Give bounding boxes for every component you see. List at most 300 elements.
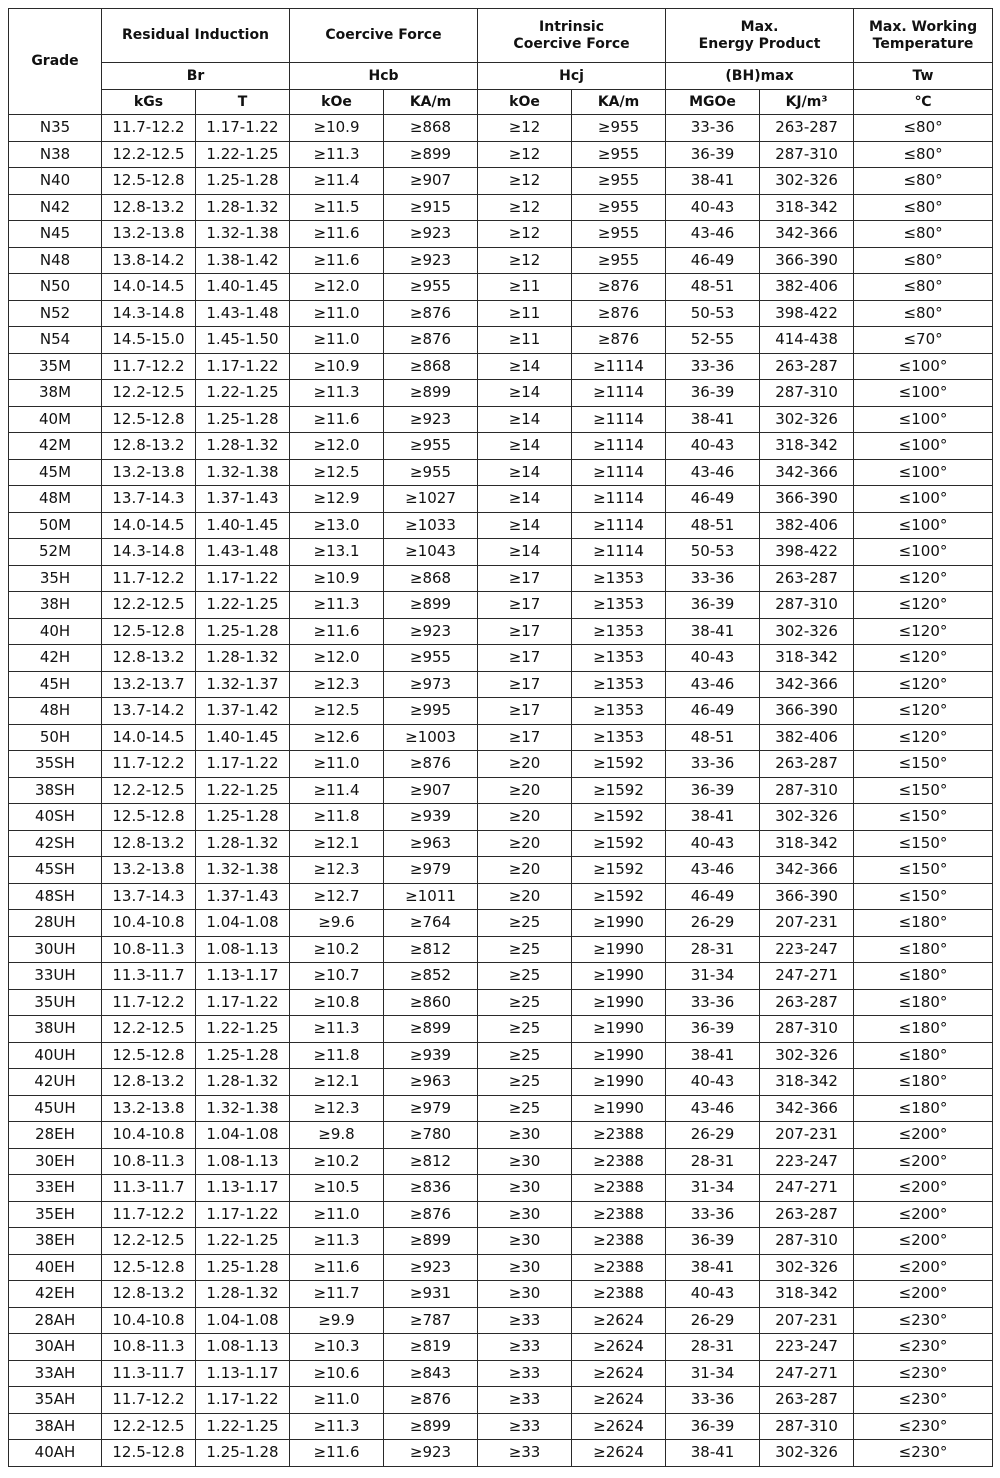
- cell-hcj-koe: ≥33: [478, 1307, 572, 1334]
- cell-grade: N35: [9, 115, 102, 142]
- cell-br-t: 1.17-1.22: [196, 565, 290, 592]
- cell-hcj-kam: ≥876: [572, 327, 666, 354]
- cell-tw: ≤180°: [854, 1095, 993, 1122]
- cell-hcb-koe: ≥12.0: [290, 433, 384, 460]
- cell-hcb-koe: ≥11.3: [290, 1228, 384, 1255]
- unit-koe: kOe: [290, 90, 384, 115]
- unit-celsius: ℃: [854, 90, 993, 115]
- cell-hcj-koe: ≥12: [478, 247, 572, 274]
- cell-hcj-kam: ≥2624: [572, 1360, 666, 1387]
- table-row: [9, 406, 993, 433]
- cell-bhmax-mgoe: 26-29: [666, 1307, 760, 1334]
- cell-bhmax-mgoe: 50-53: [666, 539, 760, 566]
- cell-hcb-koe: ≥11.3: [290, 1413, 384, 1440]
- cell-grade: 40M: [9, 406, 102, 433]
- cell-grade: 38M: [9, 380, 102, 407]
- cell-hcj-koe: ≥14: [478, 353, 572, 380]
- cell-hcb-kam: ≥1003: [384, 724, 478, 751]
- cell-grade: N50: [9, 274, 102, 301]
- cell-bhmax-kjm3: 287-310: [760, 777, 854, 804]
- table-row: [9, 512, 993, 539]
- cell-hcb-kam: ≥876: [384, 1387, 478, 1414]
- cell-grade: 48H: [9, 698, 102, 725]
- cell-hcj-koe: ≥33: [478, 1413, 572, 1440]
- cell-hcj-kam: ≥1114: [572, 353, 666, 380]
- cell-bhmax-kjm3: 398-422: [760, 539, 854, 566]
- cell-br-kgs: 12.2-12.5: [102, 380, 196, 407]
- cell-br-kgs: 12.2-12.5: [102, 1413, 196, 1440]
- cell-hcb-kam: ≥973: [384, 671, 478, 698]
- cell-hcb-koe: ≥9.6: [290, 910, 384, 937]
- table-row: [9, 433, 993, 460]
- cell-hcj-kam: ≥2388: [572, 1201, 666, 1228]
- table-row: [9, 804, 993, 831]
- table-row: [9, 698, 993, 725]
- cell-tw: ≤100°: [854, 353, 993, 380]
- cell-grade: N54: [9, 327, 102, 354]
- table-row: [9, 592, 993, 619]
- spec-table-container: [8, 8, 992, 1467]
- cell-tw: ≤120°: [854, 724, 993, 751]
- cell-tw: ≤230°: [854, 1440, 993, 1467]
- cell-hcj-koe: ≥20: [478, 830, 572, 857]
- cell-hcj-koe: ≥25: [478, 1095, 572, 1122]
- cell-hcb-koe: ≥11.3: [290, 592, 384, 619]
- cell-br-t: 1.17-1.22: [196, 1201, 290, 1228]
- cell-bhmax-mgoe: 31-34: [666, 1360, 760, 1387]
- cell-br-kgs: 13.7-14.3: [102, 883, 196, 910]
- table-row: [9, 565, 993, 592]
- cell-tw: ≤200°: [854, 1281, 993, 1308]
- cell-hcj-koe: ≥12: [478, 115, 572, 142]
- cell-hcb-kam: ≥860: [384, 989, 478, 1016]
- cell-hcb-koe: ≥11.3: [290, 141, 384, 168]
- cell-bhmax-kjm3: 287-310: [760, 141, 854, 168]
- cell-bhmax-kjm3: 318-342: [760, 194, 854, 221]
- cell-bhmax-kjm3: 382-406: [760, 274, 854, 301]
- cell-tw: ≤200°: [854, 1254, 993, 1281]
- cell-br-t: 1.13-1.17: [196, 1360, 290, 1387]
- cell-hcj-kam: ≥955: [572, 194, 666, 221]
- cell-hcj-koe: ≥14: [478, 433, 572, 460]
- cell-bhmax-kjm3: 207-231: [760, 910, 854, 937]
- residual-induction-header: Residual Induction: [102, 9, 290, 63]
- table-row: [9, 1254, 993, 1281]
- cell-hcb-kam: ≥876: [384, 300, 478, 327]
- cell-hcj-kam: ≥1592: [572, 830, 666, 857]
- cell-hcb-koe: ≥12.6: [290, 724, 384, 751]
- table-row: [9, 1360, 993, 1387]
- cell-grade: N48: [9, 247, 102, 274]
- cell-bhmax-mgoe: 38-41: [666, 406, 760, 433]
- cell-hcb-kam: ≥939: [384, 1042, 478, 1069]
- cell-bhmax-kjm3: 207-231: [760, 1307, 854, 1334]
- cell-br-kgs: 12.2-12.5: [102, 777, 196, 804]
- cell-hcj-koe: ≥17: [478, 645, 572, 672]
- cell-br-kgs: 11.3-11.7: [102, 1175, 196, 1202]
- cell-bhmax-mgoe: 33-36: [666, 115, 760, 142]
- cell-hcj-koe: ≥25: [478, 1042, 572, 1069]
- table-row: [9, 671, 993, 698]
- cell-bhmax-kjm3: 366-390: [760, 247, 854, 274]
- cell-hcb-kam: ≥899: [384, 380, 478, 407]
- cell-tw: ≤150°: [854, 804, 993, 831]
- bhmax-symbol: (BH)max: [666, 63, 854, 90]
- cell-hcb-kam: ≥915: [384, 194, 478, 221]
- cell-bhmax-mgoe: 40-43: [666, 830, 760, 857]
- cell-bhmax-mgoe: 50-53: [666, 300, 760, 327]
- cell-br-kgs: 14.3-14.8: [102, 539, 196, 566]
- cell-hcj-kam: ≥1353: [572, 565, 666, 592]
- cell-hcb-kam: ≥780: [384, 1122, 478, 1149]
- cell-hcj-koe: ≥25: [478, 963, 572, 990]
- cell-hcj-koe: ≥11: [478, 300, 572, 327]
- cell-br-t: 1.22-1.25: [196, 1228, 290, 1255]
- cell-grade: 33UH: [9, 963, 102, 990]
- cell-hcb-kam: ≥899: [384, 1228, 478, 1255]
- cell-br-t: 1.43-1.48: [196, 539, 290, 566]
- cell-hcb-koe: ≥11.6: [290, 618, 384, 645]
- cell-br-t: 1.32-1.38: [196, 1095, 290, 1122]
- cell-br-t: 1.25-1.28: [196, 406, 290, 433]
- cell-br-t: 1.45-1.50: [196, 327, 290, 354]
- cell-hcb-kam: ≥955: [384, 459, 478, 486]
- cell-br-t: 1.28-1.32: [196, 830, 290, 857]
- cell-hcj-kam: ≥1114: [572, 406, 666, 433]
- cell-bhmax-mgoe: 48-51: [666, 512, 760, 539]
- cell-bhmax-kjm3: 263-287: [760, 751, 854, 778]
- cell-hcb-kam: ≥955: [384, 645, 478, 672]
- cell-hcb-kam: ≥907: [384, 777, 478, 804]
- cell-br-t: 1.17-1.22: [196, 989, 290, 1016]
- cell-br-kgs: 12.5-12.8: [102, 406, 196, 433]
- cell-tw: ≤230°: [854, 1307, 993, 1334]
- cell-tw: ≤180°: [854, 910, 993, 937]
- cell-tw: ≤180°: [854, 963, 993, 990]
- cell-grade: 30UH: [9, 936, 102, 963]
- cell-br-t: 1.40-1.45: [196, 274, 290, 301]
- cell-grade: 42UH: [9, 1069, 102, 1096]
- cell-hcb-koe: ≥12.3: [290, 857, 384, 884]
- cell-hcj-kam: ≥1353: [572, 618, 666, 645]
- cell-br-kgs: 12.8-13.2: [102, 1281, 196, 1308]
- table-body: [9, 115, 993, 1467]
- cell-hcj-kam: ≥1353: [572, 698, 666, 725]
- cell-bhmax-kjm3: 287-310: [760, 592, 854, 619]
- cell-tw: ≤80°: [854, 141, 993, 168]
- header-row-titles: [9, 9, 993, 63]
- cell-tw: ≤200°: [854, 1201, 993, 1228]
- cell-bhmax-kjm3: 302-326: [760, 1440, 854, 1467]
- cell-hcj-koe: ≥25: [478, 989, 572, 1016]
- cell-bhmax-mgoe: 28-31: [666, 936, 760, 963]
- cell-hcj-kam: ≥1114: [572, 539, 666, 566]
- cell-hcj-koe: ≥20: [478, 751, 572, 778]
- cell-grade: 40SH: [9, 804, 102, 831]
- cell-hcb-koe: ≥11.6: [290, 221, 384, 248]
- cell-hcb-kam: ≥812: [384, 1148, 478, 1175]
- cell-br-kgs: 12.5-12.8: [102, 804, 196, 831]
- cell-hcj-kam: ≥955: [572, 168, 666, 195]
- magnet-grade-spec-table: [8, 8, 993, 1467]
- cell-hcb-kam: ≥955: [384, 274, 478, 301]
- tw-symbol: Tw: [854, 63, 993, 90]
- cell-tw: ≤200°: [854, 1175, 993, 1202]
- cell-bhmax-mgoe: 40-43: [666, 645, 760, 672]
- cell-bhmax-kjm3: 342-366: [760, 459, 854, 486]
- cell-hcb-koe: ≥11.6: [290, 1440, 384, 1467]
- cell-br-t: 1.32-1.37: [196, 671, 290, 698]
- cell-bhmax-mgoe: 38-41: [666, 168, 760, 195]
- table-row: [9, 618, 993, 645]
- cell-hcj-kam: ≥955: [572, 247, 666, 274]
- cell-hcb-koe: ≥11.0: [290, 1201, 384, 1228]
- cell-br-kgs: 11.7-12.2: [102, 565, 196, 592]
- cell-bhmax-kjm3: 263-287: [760, 565, 854, 592]
- cell-bhmax-mgoe: 43-46: [666, 1095, 760, 1122]
- cell-bhmax-mgoe: 31-34: [666, 1175, 760, 1202]
- cell-hcj-koe: ≥12: [478, 194, 572, 221]
- cell-hcb-koe: ≥10.8: [290, 989, 384, 1016]
- cell-hcb-kam: ≥819: [384, 1334, 478, 1361]
- cell-hcb-kam: ≥931: [384, 1281, 478, 1308]
- cell-hcb-koe: ≥11.7: [290, 1281, 384, 1308]
- table-header: [9, 9, 993, 115]
- cell-hcj-kam: ≥1990: [572, 963, 666, 990]
- cell-bhmax-kjm3: 382-406: [760, 512, 854, 539]
- cell-grade: 42H: [9, 645, 102, 672]
- intrinsic-title-line1: Intrinsic: [539, 18, 604, 35]
- cell-hcj-koe: ≥12: [478, 168, 572, 195]
- table-row: [9, 724, 993, 751]
- cell-grade: 40UH: [9, 1042, 102, 1069]
- cell-br-kgs: 13.2-13.8: [102, 221, 196, 248]
- cell-tw: ≤80°: [854, 194, 993, 221]
- cell-grade: 33AH: [9, 1360, 102, 1387]
- cell-br-kgs: 11.3-11.7: [102, 963, 196, 990]
- cell-grade: 52M: [9, 539, 102, 566]
- table-row: [9, 1122, 993, 1149]
- cell-hcb-koe: ≥10.9: [290, 115, 384, 142]
- cell-hcj-koe: ≥33: [478, 1360, 572, 1387]
- cell-bhmax-mgoe: 38-41: [666, 804, 760, 831]
- cell-bhmax-mgoe: 26-29: [666, 910, 760, 937]
- cell-hcj-koe: ≥17: [478, 618, 572, 645]
- cell-tw: ≤230°: [854, 1334, 993, 1361]
- table-row: [9, 1175, 993, 1202]
- cell-br-kgs: 10.4-10.8: [102, 1122, 196, 1149]
- cell-bhmax-kjm3: 302-326: [760, 804, 854, 831]
- hcb-symbol: Hcb: [290, 63, 478, 90]
- table-row: [9, 777, 993, 804]
- cell-br-t: 1.22-1.25: [196, 141, 290, 168]
- cell-tw: ≤120°: [854, 618, 993, 645]
- cell-tw: ≤150°: [854, 751, 993, 778]
- cell-bhmax-kjm3: 263-287: [760, 989, 854, 1016]
- table-row: [9, 1387, 993, 1414]
- cell-bhmax-kjm3: 342-366: [760, 221, 854, 248]
- cell-tw: ≤150°: [854, 830, 993, 857]
- cell-grade: N38: [9, 141, 102, 168]
- unit-koe: kOe: [478, 90, 572, 115]
- cell-bhmax-mgoe: 31-34: [666, 963, 760, 990]
- cell-hcj-koe: ≥25: [478, 1016, 572, 1043]
- cell-br-t: 1.13-1.17: [196, 1175, 290, 1202]
- cell-hcj-koe: ≥30: [478, 1254, 572, 1281]
- cell-hcb-kam: ≥923: [384, 221, 478, 248]
- cell-hcj-kam: ≥955: [572, 115, 666, 142]
- cell-br-t: 1.32-1.38: [196, 221, 290, 248]
- cell-hcb-kam: ≥939: [384, 804, 478, 831]
- cell-hcj-koe: ≥20: [478, 804, 572, 831]
- cell-hcb-kam: ≥836: [384, 1175, 478, 1202]
- cell-hcb-koe: ≥11.8: [290, 1042, 384, 1069]
- cell-hcj-kam: ≥2624: [572, 1307, 666, 1334]
- cell-hcj-koe: ≥20: [478, 857, 572, 884]
- cell-bhmax-mgoe: 43-46: [666, 857, 760, 884]
- cell-bhmax-kjm3: 302-326: [760, 618, 854, 645]
- cell-hcj-kam: ≥1592: [572, 883, 666, 910]
- cell-hcb-koe: ≥11.0: [290, 1387, 384, 1414]
- cell-hcb-kam: ≥876: [384, 1201, 478, 1228]
- cell-br-kgs: 13.2-13.8: [102, 459, 196, 486]
- cell-hcj-kam: ≥1990: [572, 1016, 666, 1043]
- cell-br-kgs: 13.2-13.8: [102, 1095, 196, 1122]
- cell-bhmax-kjm3: 287-310: [760, 1413, 854, 1440]
- cell-br-t: 1.32-1.38: [196, 459, 290, 486]
- cell-br-t: 1.28-1.32: [196, 1281, 290, 1308]
- unit-tesla: T: [196, 90, 290, 115]
- cell-hcb-koe: ≥12.1: [290, 830, 384, 857]
- table-row: [9, 1095, 993, 1122]
- cell-hcb-koe: ≥11.4: [290, 168, 384, 195]
- cell-bhmax-mgoe: 40-43: [666, 433, 760, 460]
- cell-bhmax-kjm3: 263-287: [760, 1387, 854, 1414]
- table-row: [9, 1281, 993, 1308]
- cell-bhmax-mgoe: 28-31: [666, 1148, 760, 1175]
- cell-br-t: 1.37-1.42: [196, 698, 290, 725]
- cell-br-t: 1.43-1.48: [196, 300, 290, 327]
- cell-hcj-koe: ≥25: [478, 910, 572, 937]
- cell-hcj-kam: ≥1353: [572, 592, 666, 619]
- cell-br-t: 1.38-1.42: [196, 247, 290, 274]
- cell-bhmax-mgoe: 26-29: [666, 1122, 760, 1149]
- cell-grade: 45SH: [9, 857, 102, 884]
- cell-hcb-kam: ≥907: [384, 168, 478, 195]
- cell-grade: 42SH: [9, 830, 102, 857]
- cell-hcb-koe: ≥12.0: [290, 274, 384, 301]
- cell-hcb-koe: ≥11.6: [290, 247, 384, 274]
- table-row: [9, 327, 993, 354]
- cell-hcj-koe: ≥30: [478, 1122, 572, 1149]
- cell-br-kgs: 12.2-12.5: [102, 141, 196, 168]
- cell-grade: N45: [9, 221, 102, 248]
- cell-hcj-kam: ≥1990: [572, 1042, 666, 1069]
- cell-hcj-kam: ≥1114: [572, 459, 666, 486]
- cell-hcb-koe: ≥12.5: [290, 459, 384, 486]
- cell-tw: ≤180°: [854, 1016, 993, 1043]
- cell-tw: ≤80°: [854, 115, 993, 142]
- cell-br-kgs: 14.3-14.8: [102, 300, 196, 327]
- cell-hcj-koe: ≥11: [478, 327, 572, 354]
- cell-hcb-koe: ≥13.0: [290, 512, 384, 539]
- cell-br-t: 1.17-1.22: [196, 353, 290, 380]
- cell-bhmax-kjm3: 223-247: [760, 936, 854, 963]
- cell-hcj-kam: ≥2388: [572, 1175, 666, 1202]
- table-row: [9, 936, 993, 963]
- cell-bhmax-mgoe: 36-39: [666, 1413, 760, 1440]
- cell-hcj-kam: ≥2624: [572, 1387, 666, 1414]
- cell-hcb-koe: ≥10.7: [290, 963, 384, 990]
- cell-grade: 48SH: [9, 883, 102, 910]
- grade-header: Grade: [9, 9, 102, 115]
- cell-br-kgs: 10.8-11.3: [102, 936, 196, 963]
- cell-tw: ≤180°: [854, 989, 993, 1016]
- cell-hcb-kam: ≥1011: [384, 883, 478, 910]
- cell-hcb-kam: ≥979: [384, 1095, 478, 1122]
- cell-hcj-kam: ≥1592: [572, 804, 666, 831]
- cell-hcb-koe: ≥10.9: [290, 353, 384, 380]
- cell-hcb-koe: ≥11.6: [290, 406, 384, 433]
- cell-grade: 35EH: [9, 1201, 102, 1228]
- cell-grade: 45H: [9, 671, 102, 698]
- cell-hcj-koe: ≥17: [478, 565, 572, 592]
- cell-br-kgs: 12.8-13.2: [102, 830, 196, 857]
- cell-bhmax-kjm3: 302-326: [760, 1042, 854, 1069]
- cell-br-kgs: 11.7-12.2: [102, 751, 196, 778]
- header-row-symbols: [9, 63, 993, 90]
- cell-tw: ≤120°: [854, 565, 993, 592]
- cell-hcj-koe: ≥30: [478, 1175, 572, 1202]
- coercive-force-header: Coercive Force: [290, 9, 478, 63]
- cell-hcb-koe: ≥13.1: [290, 539, 384, 566]
- table-row: [9, 194, 993, 221]
- cell-hcj-koe: ≥30: [478, 1228, 572, 1255]
- cell-br-kgs: 12.2-12.5: [102, 592, 196, 619]
- cell-hcj-kam: ≥1990: [572, 1069, 666, 1096]
- cell-grade: 50M: [9, 512, 102, 539]
- cell-br-kgs: 11.3-11.7: [102, 1360, 196, 1387]
- cell-br-t: 1.28-1.32: [196, 645, 290, 672]
- cell-br-t: 1.37-1.43: [196, 486, 290, 513]
- cell-tw: ≤70°: [854, 327, 993, 354]
- cell-hcj-koe: ≥17: [478, 671, 572, 698]
- cell-br-kgs: 10.8-11.3: [102, 1334, 196, 1361]
- cell-hcj-kam: ≥1114: [572, 380, 666, 407]
- cell-bhmax-mgoe: 48-51: [666, 274, 760, 301]
- unit-ka-m: KA/m: [572, 90, 666, 115]
- cell-grade: 38H: [9, 592, 102, 619]
- cell-br-t: 1.25-1.28: [196, 1254, 290, 1281]
- cell-hcb-kam: ≥963: [384, 830, 478, 857]
- cell-grade: N42: [9, 194, 102, 221]
- cell-tw: ≤80°: [854, 247, 993, 274]
- cell-bhmax-kjm3: 263-287: [760, 115, 854, 142]
- cell-bhmax-mgoe: 36-39: [666, 592, 760, 619]
- cell-hcb-kam: ≥812: [384, 936, 478, 963]
- cell-bhmax-mgoe: 36-39: [666, 141, 760, 168]
- cell-hcb-kam: ≥787: [384, 1307, 478, 1334]
- cell-br-t: 1.22-1.25: [196, 777, 290, 804]
- cell-hcb-kam: ≥995: [384, 698, 478, 725]
- cell-br-kgs: 13.7-14.2: [102, 698, 196, 725]
- table-row: [9, 274, 993, 301]
- cell-hcj-koe: ≥12: [478, 221, 572, 248]
- cell-tw: ≤180°: [854, 936, 993, 963]
- cell-hcj-kam: ≥1114: [572, 486, 666, 513]
- cell-hcj-kam: ≥955: [572, 221, 666, 248]
- cell-br-kgs: 13.2-13.7: [102, 671, 196, 698]
